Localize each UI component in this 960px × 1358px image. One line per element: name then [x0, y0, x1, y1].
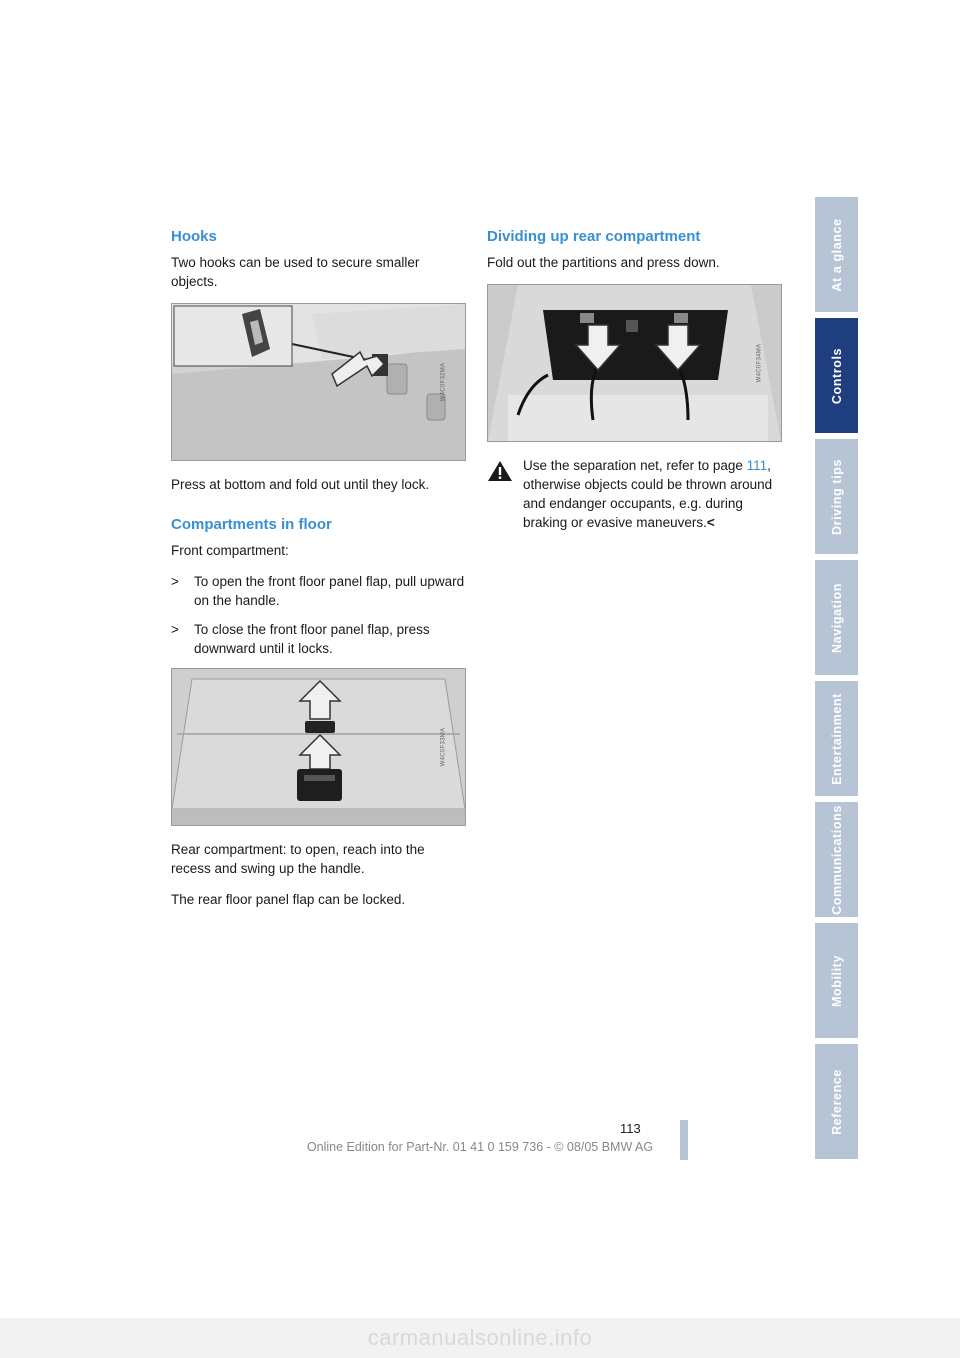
warning-note [487, 456, 782, 532]
tab-label: Reference [829, 1068, 844, 1135]
dividing-intro: Fold out the partitions and press down. [487, 255, 720, 270]
dividing-illustration [488, 285, 781, 441]
floor-intro: Front compartment: [171, 543, 289, 558]
dividing-figure [487, 284, 782, 442]
bullet-mark: > [171, 622, 179, 637]
figure-code: W4C0F32MA [440, 362, 447, 402]
tab-entertainment[interactable] [815, 681, 858, 799]
right-column [487, 228, 782, 532]
list-item [171, 620, 466, 658]
watermark: carmanualsonline.info [0, 1318, 960, 1358]
bullet-text: To open the front floor panel flap, pull upward on the handle. [194, 574, 465, 608]
tab-label: Driving tips [829, 458, 844, 535]
tab-communications[interactable] [815, 802, 858, 920]
floor-heading: Compartments in floor [171, 516, 332, 533]
section-tabs [815, 197, 858, 1160]
tab-mobility[interactable] [815, 923, 858, 1041]
tab-label: At a glance [829, 217, 844, 292]
warning-icon [487, 460, 513, 482]
warning-text-start: Use the separation net, refer to page [523, 458, 747, 473]
bullet-mark: > [171, 574, 179, 589]
locked-text: The rear floor panel flap can be locked. [171, 892, 406, 907]
tab-navigation[interactable] [815, 560, 858, 678]
bullet-text: To close the front floor panel flap, press downward until it locks. [194, 622, 430, 656]
tab-label: Mobility [829, 954, 844, 1007]
tab-driving-tips[interactable] [815, 439, 858, 557]
hooks-heading: Hooks [171, 228, 217, 245]
tab-controls[interactable] [815, 318, 858, 436]
dividing-heading: Dividing up rear compartment [487, 228, 701, 245]
tab-at-a-glance[interactable] [815, 197, 858, 315]
hooks-figure [171, 303, 466, 461]
tab-label: Navigation [829, 582, 844, 653]
rear-compartment-text: Rear compartment: to open, reach into the recess and swing up the handle. [171, 842, 425, 876]
warning-text-end: , otherwise objects could be thrown around and endanger occupants, e.g. during braking or evasive maneuvers. [523, 458, 773, 530]
end-mark: < [706, 515, 715, 530]
page-number: 113 [620, 1121, 641, 1136]
list-item [171, 572, 466, 610]
floor-illustration [172, 669, 465, 825]
footer-edition: Online Edition for Part-Nr. 01 41 0 159 736 - © 08/05 BMW AG [306, 1140, 654, 1154]
tab-label: Communications [829, 804, 844, 915]
figure-code: W4C0F33MA [440, 727, 447, 767]
left-column [171, 228, 466, 921]
figure-code: W4C0F34MA [756, 343, 763, 383]
page-link[interactable]: 111 [746, 458, 768, 473]
hooks-caption: Press at bottom and fold out until they lock. [171, 477, 430, 492]
floor-figure [171, 668, 466, 826]
hooks-intro: Two hooks can be used to secure smaller objects. [171, 255, 420, 289]
hooks-illustration [172, 304, 465, 460]
tab-label: Entertainment [829, 692, 844, 785]
tab-label: Controls [829, 347, 844, 404]
